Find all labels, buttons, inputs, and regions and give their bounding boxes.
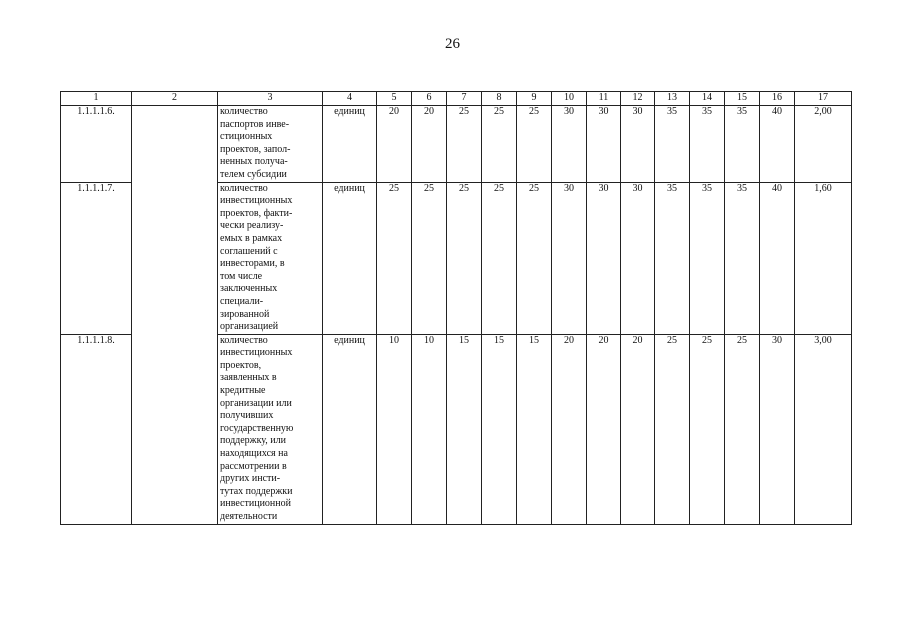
row-value-cell: 35 xyxy=(725,106,760,183)
header-cell: 6 xyxy=(412,92,447,106)
header-cell: 9 xyxy=(517,92,552,106)
row-value-cell: 10 xyxy=(377,334,412,524)
row-unit-cell: единиц xyxy=(323,106,377,183)
row-value-cell: 25 xyxy=(377,182,412,334)
description-line: других инсти- xyxy=(220,473,281,485)
row-value-cell: 25 xyxy=(447,182,482,334)
header-row xyxy=(61,92,852,106)
header-cell: 5 xyxy=(377,92,412,106)
row-value-cell: 25 xyxy=(517,182,552,334)
table-row xyxy=(61,106,852,183)
row-value-cell: 25 xyxy=(482,106,517,183)
description-line: рассмотрении в xyxy=(220,460,287,472)
row-value-cell: 20 xyxy=(621,334,655,524)
row-unit-cell: единиц xyxy=(323,334,377,524)
description-line: паспортов инве- xyxy=(220,118,290,130)
row-value-cell: 10 xyxy=(412,334,447,524)
row-value-cell: 25 xyxy=(412,182,447,334)
row-weight-cell: 3,00 xyxy=(795,334,852,524)
indicators-table xyxy=(60,91,852,525)
header-cell: 13 xyxy=(655,92,690,106)
description-line: зированной xyxy=(220,308,270,320)
description-line: том числе xyxy=(220,270,263,282)
row-value-cell: 30 xyxy=(621,106,655,183)
row-value-cell: 25 xyxy=(517,106,552,183)
header-cell: 16 xyxy=(760,92,795,106)
row-value-cell: 40 xyxy=(760,182,795,334)
row-value-cell: 30 xyxy=(760,334,795,524)
row-weight-cell: 2,00 xyxy=(795,106,852,183)
header-cell: 10 xyxy=(552,92,587,106)
row-value-cell: 30 xyxy=(587,182,621,334)
row-value-cell: 25 xyxy=(725,334,760,524)
row-col2-cell xyxy=(132,106,218,525)
row-value-cell: 25 xyxy=(482,182,517,334)
description-line: находящихся на xyxy=(220,448,288,460)
description-line: стиционных xyxy=(220,131,273,143)
row-value-cell: 40 xyxy=(760,106,795,183)
row-value-cell: 15 xyxy=(517,334,552,524)
row-value-cell: 20 xyxy=(587,334,621,524)
row-value-cell: 25 xyxy=(655,334,690,524)
description-line: проектов, xyxy=(220,359,262,371)
header-cell: 17 xyxy=(795,92,852,106)
page-number: 26 xyxy=(445,36,460,52)
row-value-cell: 35 xyxy=(725,182,760,334)
description-line: соглашений с xyxy=(220,245,278,257)
description-line: количество xyxy=(220,106,268,117)
description-line: проектов, факти- xyxy=(220,207,293,219)
description-line: организацией xyxy=(220,321,279,333)
description-line: количество xyxy=(220,334,268,346)
header-cell: 15 xyxy=(725,92,760,106)
description-line: инвестиционных xyxy=(220,347,293,359)
description-line: получивших xyxy=(220,410,274,422)
header-cell: 11 xyxy=(587,92,621,106)
row-unit-cell: единиц xyxy=(323,182,377,334)
row-value-cell: 30 xyxy=(552,106,587,183)
description-line: поддержку, или xyxy=(220,435,286,447)
description-line: количество xyxy=(220,182,268,194)
description-line: проектов, запол- xyxy=(220,143,291,155)
row-value-cell: 20 xyxy=(552,334,587,524)
description-line: кредитные xyxy=(220,385,266,397)
header-cell: 3 xyxy=(218,92,323,106)
description-line: организации или xyxy=(220,397,292,409)
description-line: инвестиционной xyxy=(220,498,291,510)
row-value-cell: 20 xyxy=(377,106,412,183)
row-code-cell: 1.1.1.1.6. xyxy=(61,106,132,183)
row-value-cell: 25 xyxy=(447,106,482,183)
description-line: заявленных в xyxy=(220,372,277,384)
description-line: ненных получа- xyxy=(220,156,288,168)
row-value-cell: 30 xyxy=(587,106,621,183)
row-description-cell xyxy=(218,106,323,183)
row-value-cell: 15 xyxy=(482,334,517,524)
row-code-cell: 1.1.1.1.8. xyxy=(61,334,132,524)
table-body xyxy=(61,106,852,525)
row-code-cell: 1.1.1.1.7. xyxy=(61,182,132,334)
description-line: емых в рамках xyxy=(220,232,283,244)
header-cell: 2 xyxy=(132,92,218,106)
description-line: заключенных xyxy=(220,283,278,295)
row-value-cell: 15 xyxy=(447,334,482,524)
description-line: чески реализу- xyxy=(220,220,284,232)
description-line: телем субсидии xyxy=(220,168,287,180)
header-cell: 4 xyxy=(323,92,377,106)
row-value-cell: 30 xyxy=(552,182,587,334)
description-line: тутах поддержки xyxy=(220,485,293,497)
row-value-cell: 35 xyxy=(690,106,725,183)
row-description-cell xyxy=(218,334,323,524)
row-description-cell xyxy=(218,182,323,334)
description-line: инвестиционных xyxy=(220,195,293,207)
header-cell: 1 xyxy=(61,92,132,106)
description-line: государственную xyxy=(220,422,294,434)
row-value-cell: 35 xyxy=(655,182,690,334)
row-value-cell: 35 xyxy=(655,106,690,183)
header-cell: 8 xyxy=(482,92,517,106)
row-value-cell: 35 xyxy=(690,182,725,334)
header-cell: 12 xyxy=(621,92,655,106)
row-value-cell: 25 xyxy=(690,334,725,524)
row-value-cell: 20 xyxy=(412,106,447,183)
row-value-cell: 30 xyxy=(621,182,655,334)
table-header xyxy=(61,92,852,106)
header-cell: 7 xyxy=(447,92,482,106)
description-line: инвесторами, в xyxy=(220,258,285,270)
description-line: специали- xyxy=(220,295,264,307)
header-cell: 14 xyxy=(690,92,725,106)
row-weight-cell: 1,60 xyxy=(795,182,852,334)
description-line: деятельности xyxy=(220,511,278,522)
